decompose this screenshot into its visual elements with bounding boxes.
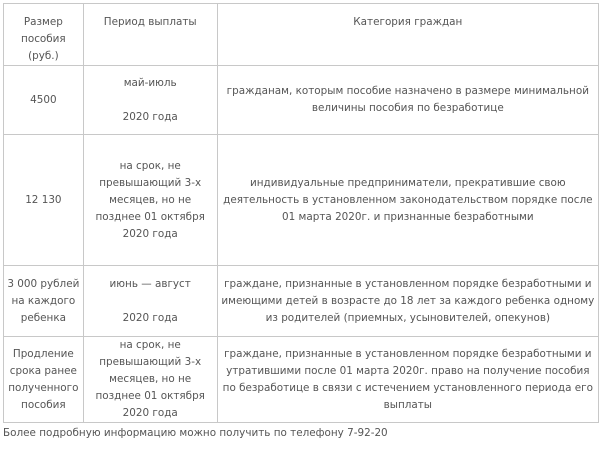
period-cell: май-июль 2020 года (83, 66, 217, 135)
table-row (4, 66, 599, 135)
header-amount: Размер пособия (руб.) (4, 4, 84, 66)
header-category: Категория граждан (217, 4, 598, 66)
period-cell: на срок, не превышающий 3-х месяцев, но не позднее 01 октября 2020 года (83, 337, 217, 423)
header-period: Период выплаты (83, 4, 217, 66)
amount-cell: 12 130 (4, 135, 84, 266)
amount-cell: 4500 (4, 66, 84, 135)
category-cell: гражданам, которым пособие назначено в размере минимальной величины пособия по безработице (217, 66, 598, 135)
table-header-row (4, 4, 599, 66)
amount-cell: Продление срока ранее полученного пособия (4, 337, 84, 423)
category-cell: граждане, признанные в установленном порядке безработными и утратившими после 01 марта 2020г. право на получение пособия по безработице в связи с истечением установленного периода его выплаты (217, 337, 598, 423)
category-cell: индивидуальные предприниматели, прекратившие свою деятельность в установленном законодательством порядке после 01 марта 2020г. и признанные безработными (217, 135, 598, 266)
period-cell: на срок, не превышающий 3-х месяцев, но не позднее 01 октября 2020 года (83, 135, 217, 266)
amount-cell: 3 000 рублей на каждого ребенка (4, 266, 84, 337)
benefits-table (3, 3, 599, 423)
category-cell: граждане, признанные в установленном порядке безработными и имеющими детей в возрасте до 18 лет за каждого ребенка одному из родителей (приемных, усыновителей, опекунов) (217, 266, 598, 337)
footer-note: Более подробную информацию можно получить по телефону 7-92-20 (3, 427, 388, 439)
table-row (4, 337, 599, 423)
period-cell: июнь — август 2020 года (83, 266, 217, 337)
table-row (4, 266, 599, 337)
table-row (4, 135, 599, 266)
